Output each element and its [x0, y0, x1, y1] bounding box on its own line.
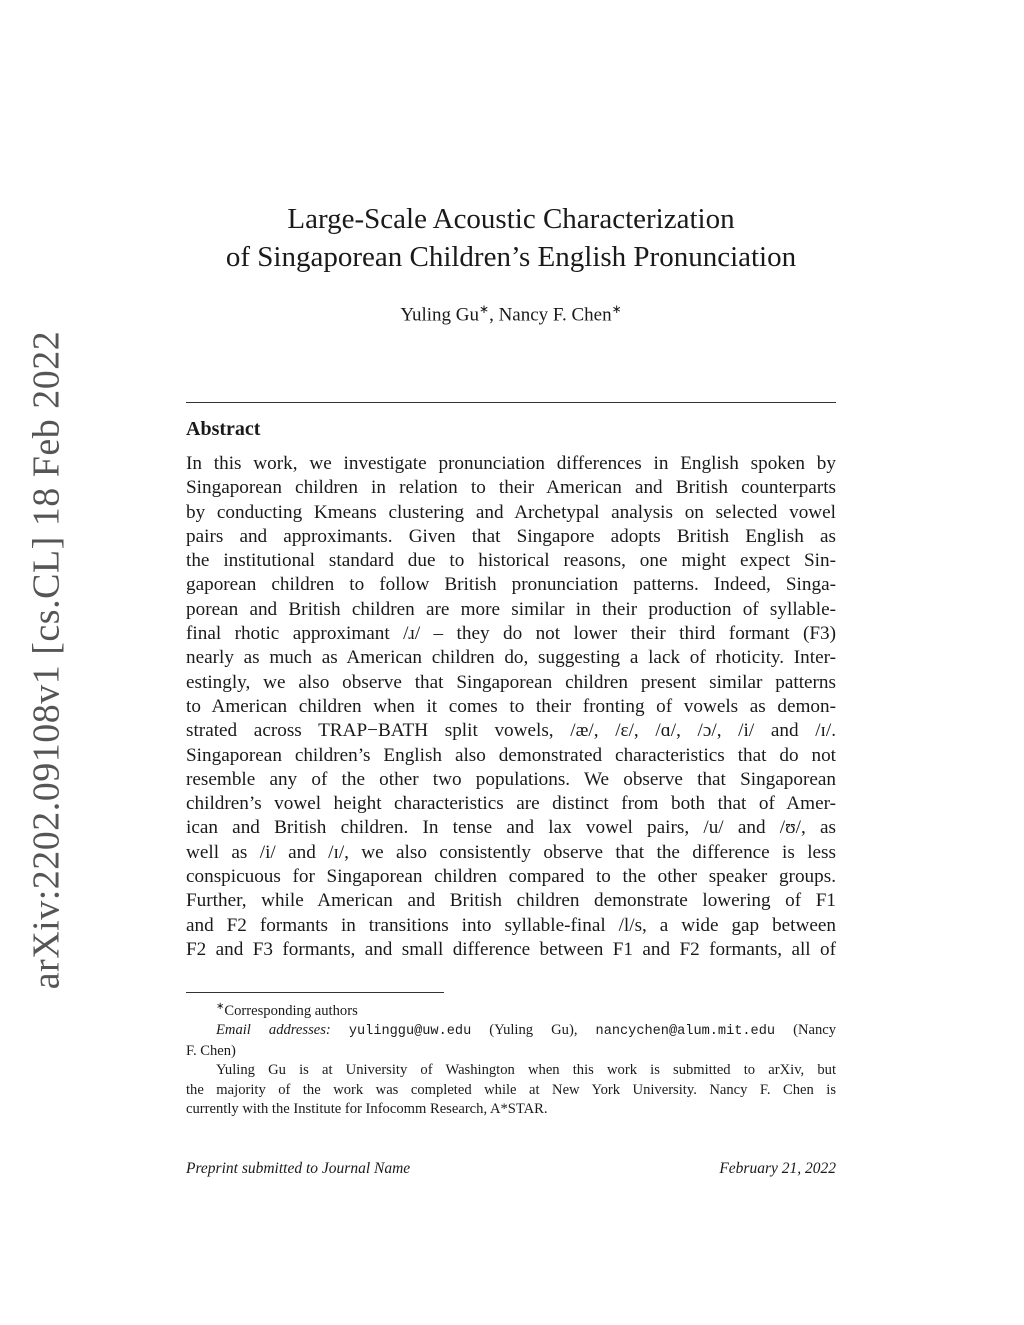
- abstract-line: Further, while American and British children demonstrate lowering of F1: [186, 890, 836, 912]
- abstract-line: porean and British children are more similar in their production of syllable-: [186, 598, 836, 620]
- footnote-corresponding-text: Corresponding authors: [224, 1002, 358, 1019]
- abstract-body: [186, 452, 836, 962]
- abstract-line: F2 and F3 formants, and small difference between F1 and F2 formants, all of: [186, 938, 836, 960]
- abstract-line: strated across TRAP−BATH split vowels, /æ/, /ɛ/, /ɑ/, /ɔ/, /i/ and /ɪ/.: [186, 720, 836, 742]
- footnote-mark: ∗: [216, 1001, 225, 1012]
- abstract-heading: Abstract: [186, 418, 261, 440]
- author-separator: ,: [489, 304, 499, 326]
- abstract-line: children’s vowel height characteristics are distinct from both that of Amer-: [186, 793, 836, 815]
- abstract-line: conspicuous for Singaporean children compared to the other speaker groups.: [186, 866, 836, 888]
- preprint-footer: [186, 1160, 836, 1178]
- abstract-line: In this work, we investigate pronunciation differences in English spoken by: [186, 453, 836, 474]
- abstract-top-rule: [186, 402, 836, 403]
- abstract-line: estingly, we also observe that Singaporean children present similar patterns: [186, 671, 836, 693]
- footnote-affiliation-line: Yuling Gu is at University of Washington when this work is submitted to arXiv, but: [216, 1062, 836, 1079]
- footnote-affiliation-line: the majority of the work was completed while at New York University. Nancy F. Chen is: [186, 1081, 836, 1098]
- email-label: Email addresses:: [216, 1022, 331, 1039]
- footnote-rule: [186, 992, 444, 993]
- abstract-line: Singaporean children in relation to their American and British counterparts: [186, 477, 836, 499]
- author-mark: ∗: [611, 302, 622, 316]
- abstract-line: pairs and approximants. Given that Singapore adopts British English as: [186, 525, 836, 547]
- abstract-line: and F2 formants in transitions into syllable-final /l/s, a wide gap between: [186, 914, 836, 936]
- abstract-line: ican and British children. In tense and lax vowel pairs, /u/ and /ʊ/, as: [186, 817, 836, 839]
- abstract-line: gaporean children to follow British pronunciation patterns. Indeed, Singa-: [186, 574, 836, 596]
- footnote-emails-continued: F. Chen): [186, 1042, 236, 1059]
- author-name: Nancy F. Chen: [498, 304, 612, 326]
- abstract-line: well as /i/ and /ɪ/, we also consistently observe that the difference is less: [186, 841, 836, 863]
- abstract-line: to American children when it comes to their fronting of vowels as demon-: [186, 695, 836, 717]
- email-owner-chen-part1: (Nancy: [793, 1022, 837, 1039]
- title-line-2: of Singaporean Children’s English Pronunciation: [225, 241, 797, 273]
- abstract-line: final rhotic approximant /ɹ/ – they do not lower their third formant (F3): [186, 623, 836, 645]
- email-owner-gu: (Yuling Gu),: [489, 1022, 578, 1039]
- abstract-line: nearly as much as American children do, suggesting a lack of rhoticity. Inter-: [186, 647, 836, 669]
- paper-title: [186, 200, 836, 276]
- author-mark: ∗: [479, 302, 490, 316]
- footnote-affiliation-line: currently with the Institute for Infocomm Research, A*STAR.: [186, 1101, 548, 1118]
- footnotes: [186, 997, 836, 1120]
- preprint-journal: Preprint submitted to Journal Name: [186, 1160, 411, 1177]
- email-link-gu[interactable]: yulinggu@uw.edu: [348, 1024, 472, 1040]
- abstract-line: by conducting Kmeans clustering and Archetypal analysis on selected vowel: [186, 501, 836, 523]
- preprint-date: February 21, 2022: [719, 1160, 836, 1177]
- author-name: Yuling Gu: [400, 304, 480, 326]
- arxiv-identifier-text: arXiv:2202.09108v1 [cs.CL] 18 Feb 2022: [25, 330, 68, 990]
- title-line-1: Large-Scale Acoustic Characterization: [287, 203, 735, 235]
- author-list: [186, 302, 836, 326]
- abstract-line: the institutional standard due to historical reasons, one might expect Sin-: [186, 550, 836, 572]
- email-link-chen[interactable]: nancychen@alum.mit.edu: [595, 1024, 776, 1040]
- arxiv-sidebar-identifier: [6, 330, 86, 990]
- abstract-line: resemble any of the other two populations. We observe that Singaporean: [186, 768, 836, 790]
- footnote-emails: [186, 1021, 836, 1042]
- footnote-corresponding: [186, 997, 836, 1021]
- abstract-line: Singaporean children’s English also demonstrated characteristics that do not: [186, 744, 836, 766]
